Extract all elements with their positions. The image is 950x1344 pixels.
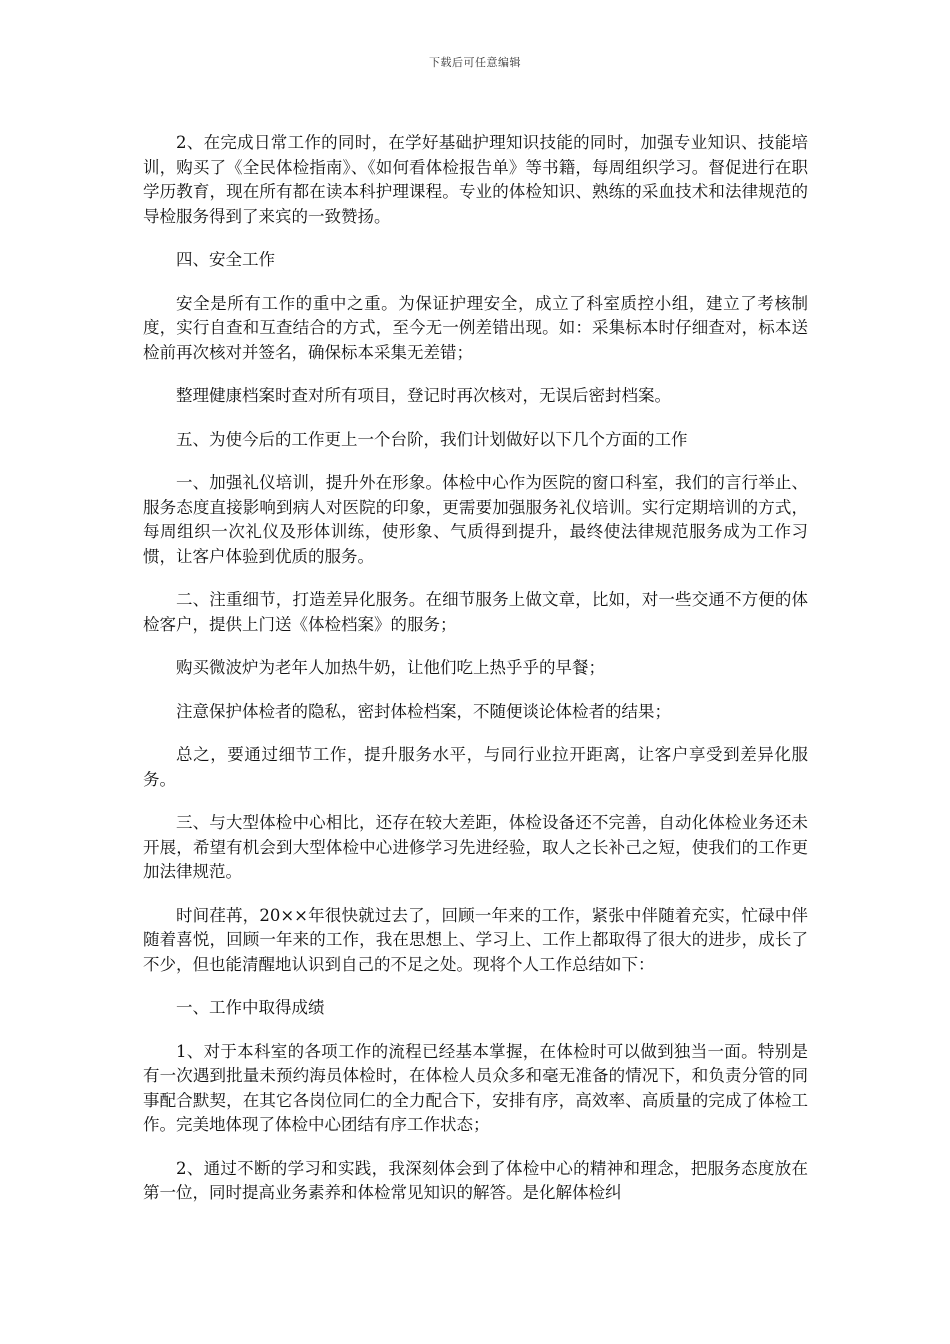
paragraph-microwave: 购买微波炉为老年人加热牛奶，让他们吃上热乎乎的早餐； [176, 658, 605, 677]
page-header: 下载后可任意编辑 [429, 56, 521, 69]
paragraph-achievement-1: 1、对于本科室的各项工作的流程已经基本掌握，在体检时可以做到独当一面。特别是有一次遇到批量未预约海员体检时，在体检人员众多和毫无准备的情况下，和负责分管的同事配合默契，在其它各岗位同仁的全力配合下，安排有序，高效率、高质量的完成了体检工作。完美地体现了体检中心团结有序工作状态； [143, 1041, 808, 1134]
section-heading-future-plan: 五、为使今后的工作更上一个台阶，我们计划做好以下几个方面的工作 [176, 429, 688, 449]
section-heading-safety: 四、安全工作 [176, 250, 275, 269]
section-heading-achievements: 一、工作中取得成绩 [176, 998, 325, 1017]
document-body [143, 131, 808, 1225]
paragraph-health-records: 整理健康档案时查对所有项目，登记时再次核对，无误后密封档案。 [176, 386, 671, 405]
paragraph-detail-service: 二、注重细节，打造差异化服务。在细节服务上做文章，比如，对一些交通不方便的体检客户，提供上门送《体检档案》的服务； [143, 590, 808, 634]
paragraph-summary: 总之，要通过细节工作，提升服务水平，与同行业拉开距离，让客户享受到差异化服务。 [143, 745, 808, 789]
paragraph-privacy: 注意保护体检者的隐私，密封体检档案，不随便谈论体检者的结果； [176, 701, 671, 721]
paragraph-item-2-study: 2、在完成日常工作的同时，在学好基础护理知识技能的同时，加强专业知识、技能培训，购买了《全民体检指南》、《如何看体检报告单》等书籍，每周组织学习。督促进行在职学历教育，现在所有都在读本科护理课程。专业的体检知识、熟练的采血技术和法律规范的导检服务得到了来宾的一致赞扬。 [143, 133, 808, 226]
paragraph-achievement-2: 2、通过不断的学习和实践，我深刻体会到了体检中心的精神和理念，把服务态度放在第一位，同时提高业务素养和体检常见知识的解答。是化解体检纠 [143, 1158, 808, 1202]
paragraph-safety: 安全是所有工作的重中之重。为保证护理安全，成立了科室质控小组，建立了考核制度，实行自查和互查结合的方式，至今无一例差错出现。如：采集标本时仔细查对，标本送检前再次核对并签名，确保标本采集无差错； [143, 293, 808, 362]
paragraph-year-review: 时间荏苒，20××年很快就过去了，回顾一年来的工作，紧张中伴随着充实，忙碌中伴随着喜悦，回顾一年来的工作，我在思想上、学习上、工作上都取得了很大的进步，成长了不少，但也能清醒地认识到自己的不足之处。现将个人工作总结如下： [143, 905, 808, 974]
paragraph-gap-comparison: 三、与大型体检中心相比，还存在较大差距，体检设备还不完善，自动化体检业务还未开展，希望有机会到大型体检中心进修学习先进经验，取人之长补己之短，使我们的工作更加法律规范。 [143, 813, 808, 881]
paragraph-etiquette-training: 一、加强礼仪培训，提升外在形象。体检中心作为医院的窗口科室，我们的言行举止、服务态度直接影响到病人对医院的印象，更需要加强服务礼仪培训。实行定期培训的方式，每周组织一次礼仪及形体训练，使形象、气质得到提升，最终使法律规范服务成为工作习惯，让客户体验到优质的服务。 [143, 473, 808, 566]
